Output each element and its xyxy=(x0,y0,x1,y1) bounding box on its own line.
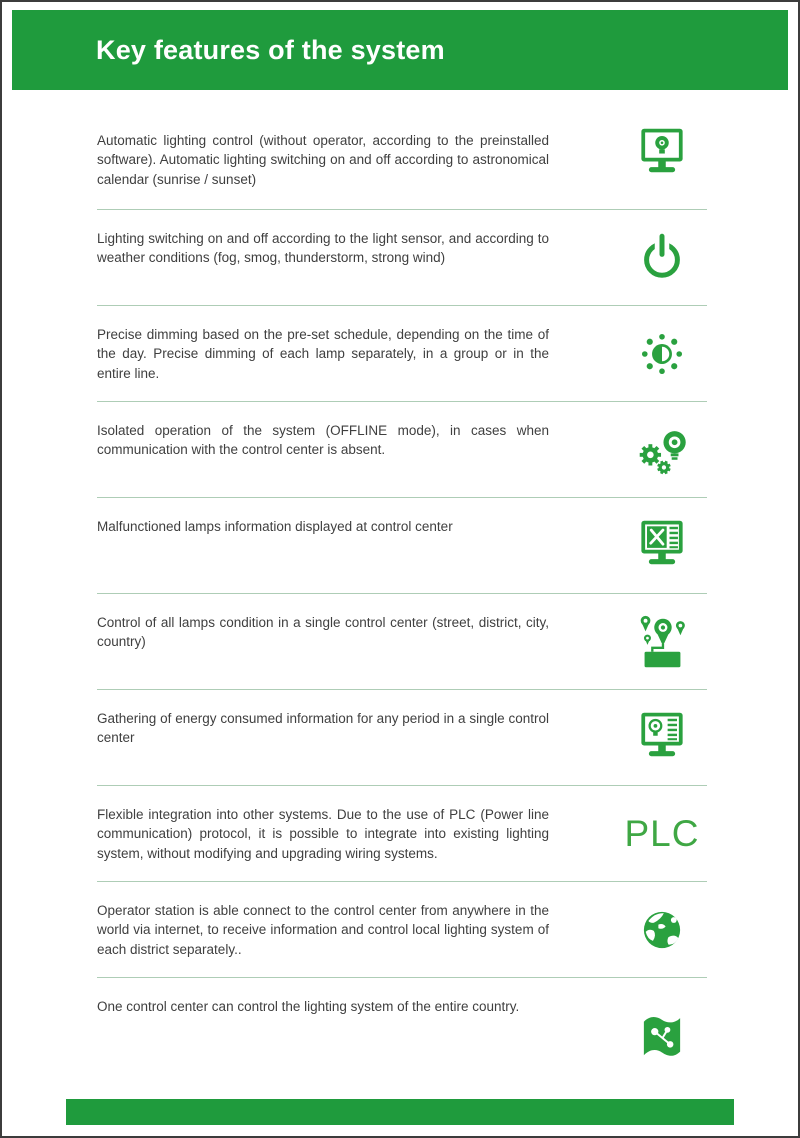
feature-text: Isolated operation of the system (OFFLINE mode), in cases when communication with the control center is absent. xyxy=(97,423,549,458)
power-button-icon xyxy=(617,210,707,305)
feature-text: One control center can control the lighting system of the entire country. xyxy=(97,999,520,1014)
feature-list xyxy=(97,98,707,1098)
brightness-dimming-icon xyxy=(617,306,707,401)
map-pins-device-icon xyxy=(617,594,707,689)
monitor-bulb-list-icon xyxy=(617,690,707,785)
feature-text: Gathering of energy consumed information for any period in a single control center xyxy=(97,711,549,746)
feature-row xyxy=(97,306,707,402)
feature-text: Operator station is able connect to the control center from anywhere in the world via internet, to receive information and control local lighting system of each district separately.. xyxy=(97,903,549,957)
page-title: Key features of the system xyxy=(96,34,445,65)
feature-row xyxy=(97,498,707,594)
feature-text: Flexible integration into other systems. Due to the use of PLC (Power line communication) protocol, it is possible to integrate into existing lighting system, without modifying and upgrading wiring systems. xyxy=(97,807,549,861)
feature-text: Malfunctioned lamps information displayed at control center xyxy=(97,519,453,534)
feature-text: Control of all lamps condition in a single control center (street, district, city, country) xyxy=(97,615,549,650)
feature-row xyxy=(97,690,707,786)
feature-row xyxy=(97,402,707,498)
feature-text: Automatic lighting control (without operator, according to the preinstalled software). Automatic lighting switching on and off according to astronomical calendar (sunrise / sunset) xyxy=(97,133,549,187)
feature-text: Precise dimming based on the pre-set schedule, depending on the time of the day. Precise dimming of each lamp separately, in a group or in the entire line. xyxy=(97,327,549,381)
plc-text xyxy=(617,786,707,881)
feature-row xyxy=(97,882,707,978)
feature-row xyxy=(97,594,707,690)
feature-row xyxy=(97,786,707,882)
feature-row xyxy=(97,210,707,306)
header-bar xyxy=(12,10,788,90)
monitor-lightbulb-icon xyxy=(617,98,707,209)
footer-bar xyxy=(66,1099,734,1125)
monitor-tools-icon xyxy=(617,498,707,593)
feature-row xyxy=(97,98,707,210)
globe-icon xyxy=(617,882,707,977)
plc-label: PLC xyxy=(624,812,700,854)
feature-row xyxy=(97,978,707,1098)
feature-text: Lighting switching on and off according to the light sensor, and according to weather conditions (fog, smog, thunderstorm, strong wind) xyxy=(97,231,549,266)
flag-network-icon xyxy=(617,978,707,1098)
gears-lightbulb-icon xyxy=(617,402,707,497)
